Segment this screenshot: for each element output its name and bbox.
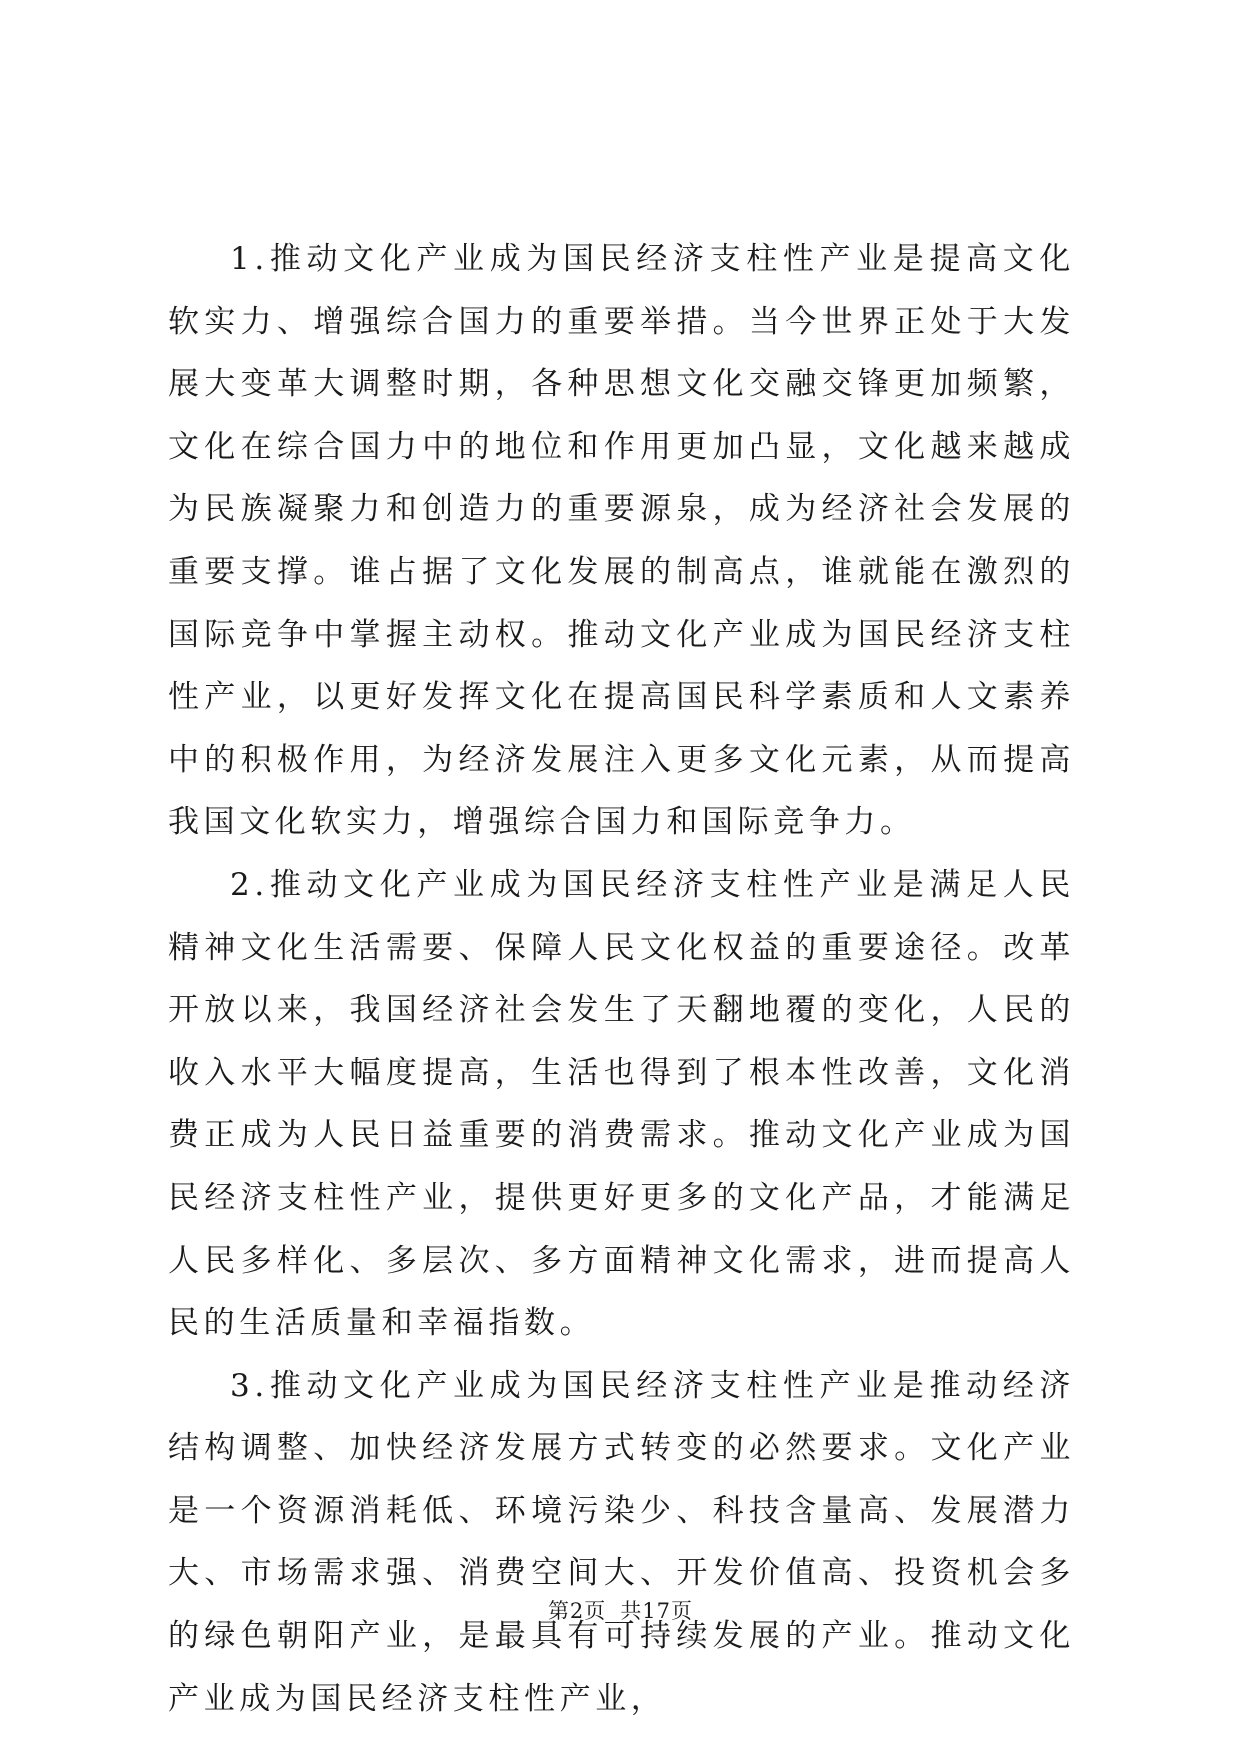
paragraph-1: 1.推动文化产业成为国民经济支柱性产业是提高文化软实力、增强综合国力的重要举措。当今世界正处于大发展大变革大调整时期，各种思想文化交融交锋更加频繁，文化在综合国力中的地位和作用更加凸显，文化越来越成为民族凝聚力和创造力的重要源泉，成为经济社会发展的重要支撑。谁占据了文化发展的制高点，谁就能在激烈的国际竞争中掌握主动权。推动文化产业成为国民经济支柱性产业，以更好发挥文化在提高国民科学素质和人文素养中的积极作用，为经济发展注入更多文化元素，从而提高我国文化软实力，增强综合国力和国际竞争力。: [168, 241, 1075, 841]
page-total: 共17页: [620, 1599, 694, 1623]
paragraph-3: 3.推动文化产业成为国民经济支柱性产业是推动经济结构调整、加快经济发展方式转变的必然要求。文化产业是一个资源消耗低、环境污染少、科技含量高、发展潜力大、市场需求强、消费空间大、开发价值高、投资机会多的绿色朝阳产业，是最具有可持续发展的产业。推动文化产业成为国民经济支柱性产业，: [168, 1367, 1075, 1717]
body-text: [168, 228, 1075, 1730]
page-footer: [0, 1595, 1241, 1625]
paragraph-2: 2.推动文化产业成为国民经济支柱性产业是满足人民精神文化生活需要、保障人民文化权益的重要途径。改革开放以来，我国经济社会发生了天翻地覆的变化，人民的收入水平大幅度提高，生活也得到了根本性改善，文化消费正成为人民日益重要的消费需求。推动文化产业成为国民经济支柱性产业，提供更好更多的文化产品，才能满足人民多样化、多层次、多方面精神文化需求，进而提高人民的生活质量和幸福指数。: [168, 866, 1075, 1342]
page-number: 第2页: [547, 1599, 607, 1623]
